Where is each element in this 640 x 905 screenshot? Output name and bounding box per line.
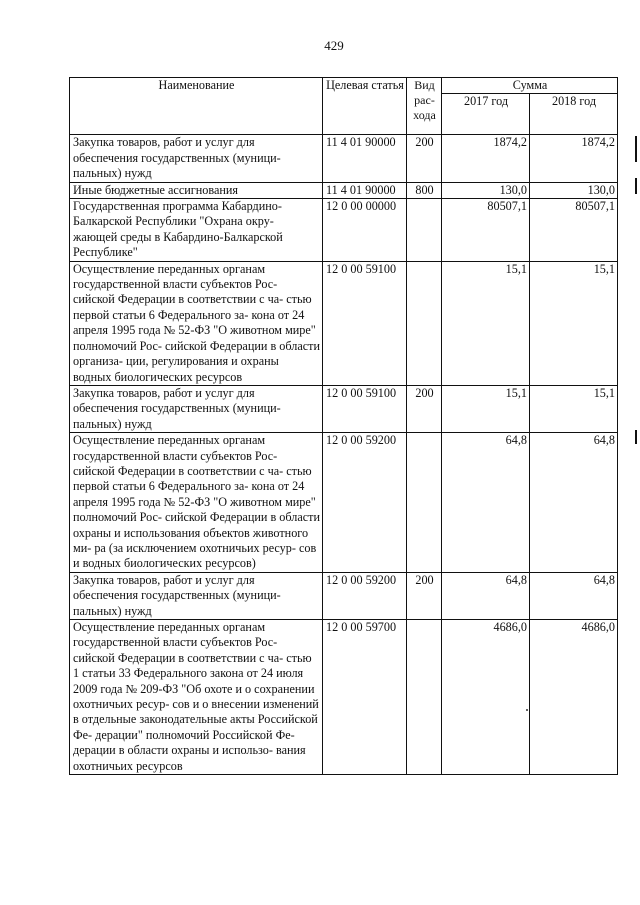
header-sum: Сумма: [442, 78, 618, 94]
row-expense-type: 200: [407, 572, 442, 619]
row-expense-type: [407, 261, 442, 385]
row-amount-2018: 4686,0: [530, 620, 618, 775]
row-amount-2018: 80507,1: [530, 199, 618, 262]
table-row: [70, 182, 618, 198]
row-amount-2017: 1874,2: [442, 135, 530, 182]
row-amount-2018: 15,1: [530, 261, 618, 385]
row-amount-2017: 64,8: [442, 433, 530, 573]
row-name: Закупка товаров, работ и услуг для обеспечения государственных (муници- пальных) нужд: [70, 385, 323, 432]
row-amount-2018: 15,1: [530, 385, 618, 432]
row-expense-type: [407, 433, 442, 573]
table-row: [70, 572, 618, 619]
margin-mark: [635, 430, 637, 444]
row-name: Закупка товаров, работ и услуг для обеспечения государственных (муници- пальных) нужд: [70, 135, 323, 182]
row-amount-2017: 64,8: [442, 572, 530, 619]
row-expense-type: [407, 199, 442, 262]
header-target-article: Целевая статья: [323, 78, 407, 135]
scan-speck: [526, 709, 528, 711]
table-body: [70, 135, 618, 775]
row-target-article: 12 0 00 59100: [323, 261, 407, 385]
row-amount-2017: 15,1: [442, 385, 530, 432]
row-amount-2017: 80507,1: [442, 199, 530, 262]
row-name: Осуществление переданных органам государственной власти субъектов Рос- сийской Федерации в соответствии с ча- стью первой статьи 6 Федерального за- кона от 24 апреля 1995 года № 52-ФЗ "О животном мире" полномочий Рос- сийской Федерации в области организа- ции, регулирования и охраны водных биологических ресурсов: [70, 261, 323, 385]
budget-table: [69, 77, 618, 775]
row-amount-2018: 130,0: [530, 182, 618, 198]
table-row: [70, 135, 618, 182]
page-number: 429: [324, 38, 344, 53]
header-name: Наименование: [70, 78, 323, 135]
row-name: Государственная программа Кабардино- Балкарской Республики "Охрана окру- жающей среды в Кабардино-Балкарской Республике": [70, 199, 323, 262]
header-year-2017: 2017 год: [442, 94, 530, 135]
row-expense-type: 800: [407, 182, 442, 198]
row-amount-2017: 4686,0: [442, 620, 530, 775]
row-amount-2018: 64,8: [530, 433, 618, 573]
header-row: [70, 78, 618, 94]
row-target-article: 11 4 01 90000: [323, 135, 407, 182]
row-target-article: 12 0 00 00000: [323, 199, 407, 262]
header-expense-type: Вид рас- хода: [407, 78, 442, 135]
row-name: Осуществление переданных органам государственной власти субъектов Рос- сийской Федерации в соответствии с ча- стью первой статьи 6 Федерального за- кона от 24 апреля 1995 года № 52-ФЗ "О животном мире" полномочий Рос- сийской Федерации в области охраны и использования объектов животного ми- ра (за исключением охотничьих ресур- сов и водных биологических ресурсов): [70, 433, 323, 573]
row-expense-type: 200: [407, 135, 442, 182]
row-amount-2017: 15,1: [442, 261, 530, 385]
row-expense-type: [407, 620, 442, 775]
row-name: Закупка товаров, работ и услуг для обеспечения государственных (муници- пальных) нужд: [70, 572, 323, 619]
table-row: [70, 261, 618, 385]
row-target-article: 12 0 00 59200: [323, 433, 407, 573]
table-row: [70, 385, 618, 432]
row-target-article: 12 0 00 59700: [323, 620, 407, 775]
row-name: Осуществление переданных органам государственной власти субъектов Рос- сийской Федерации в соответствии с ча- стью 1 статьи 33 Федерального закона от 24 июля 2009 года № 209-ФЗ "Об охоте и о сохранении охотничьих ресур- сов и о внесении изменений в отдельные законодательные акты Российской Фе- дерации" полномочий Российской Фе- дерации в области охраны и использо- вания охотничьих ресурсов: [70, 620, 323, 775]
header-year-2018: 2018 год: [530, 94, 618, 135]
row-target-article: 11 4 01 90000: [323, 182, 407, 198]
row-target-article: 12 0 00 59200: [323, 572, 407, 619]
row-amount-2018: 1874,2: [530, 135, 618, 182]
table-row: [70, 199, 618, 262]
margin-mark: [635, 178, 637, 194]
table-row: [70, 620, 618, 775]
row-expense-type: 200: [407, 385, 442, 432]
row-target-article: 12 0 00 59100: [323, 385, 407, 432]
row-amount-2017: 130,0: [442, 182, 530, 198]
row-amount-2018: 64,8: [530, 572, 618, 619]
table-row: [70, 433, 618, 573]
row-name: Иные бюджетные ассигнования: [70, 182, 323, 198]
margin-mark: [635, 136, 637, 162]
